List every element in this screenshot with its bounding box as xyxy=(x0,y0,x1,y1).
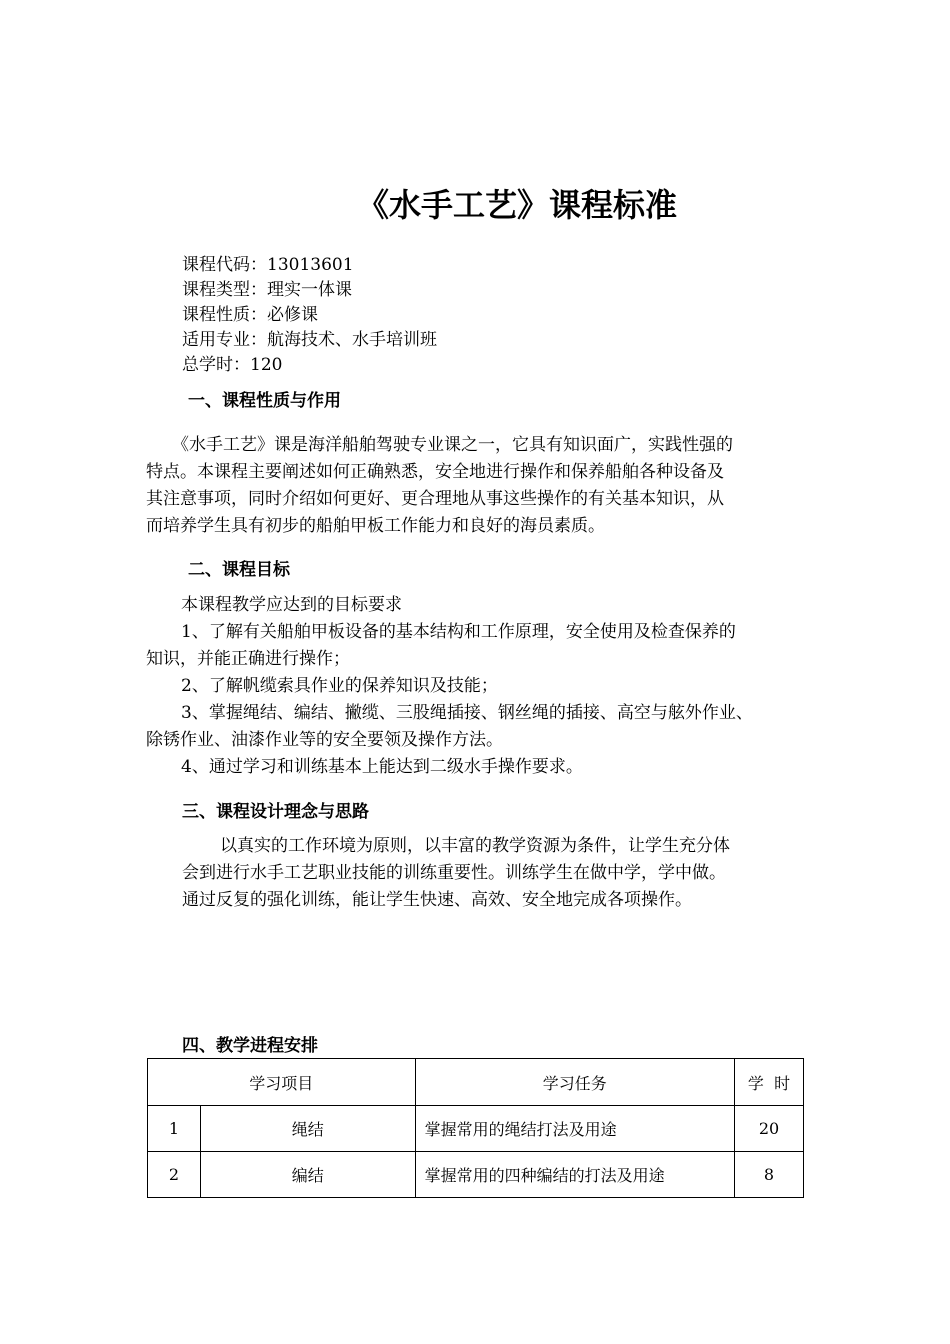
row-hours: 8 xyxy=(735,1152,804,1198)
section-2-body xyxy=(146,592,753,781)
section-3-heading: 三、课程设计理念与思路 xyxy=(182,802,369,822)
section-2-heading: 二、课程目标 xyxy=(188,560,290,580)
table-row xyxy=(148,1152,804,1198)
table-row xyxy=(148,1106,804,1152)
paragraph-line: 3、掌握绳结、编结、撇缆、三股绳插接、钢丝绳的插接、高空与舷外作业、 xyxy=(181,703,753,723)
paragraph-line: 2、了解帆缆索具作业的保养知识及技能； xyxy=(181,676,498,696)
meta-course-type: 课程类型：理实一体课 xyxy=(182,280,352,300)
paragraph-line: 本课程教学应达到的目标要求 xyxy=(181,595,402,615)
meta-course-code: 课程代码：13013601 xyxy=(182,255,354,275)
row-task: 掌握常用的绳结打法及用途 xyxy=(415,1106,734,1152)
teaching-plan-table xyxy=(147,1058,804,1198)
meta-course-nature: 课程性质：必修课 xyxy=(182,305,318,325)
row-item: 编结 xyxy=(200,1152,415,1198)
paragraph-line: 1、了解有关船舶甲板设备的基本结构和工作原理，安全使用及检查保养的 xyxy=(181,622,736,642)
header-study-task: 学习任务 xyxy=(415,1059,734,1106)
paragraph-line: 知识，并能正确进行操作； xyxy=(146,649,350,669)
paragraph-line: 4、通过学习和训练基本上能达到二级水手操作要求。 xyxy=(181,757,583,777)
row-hours: 20 xyxy=(735,1106,804,1152)
row-number: 2 xyxy=(148,1152,201,1198)
header-study-item: 学习项目 xyxy=(148,1059,416,1106)
row-task: 掌握常用的四种编结的打法及用途 xyxy=(415,1152,734,1198)
page-title: 《水手工艺》课程标准 xyxy=(356,186,677,224)
course-meta xyxy=(182,253,437,378)
paragraph-line: 特点。本课程主要阐述如何正确熟悉，安全地进行操作和保养船舶各种设备及 xyxy=(146,462,724,482)
paragraph-line: 通过反复的强化训练，能让学生快速、高效、安全地完成各项操作。 xyxy=(182,890,692,910)
section-3-body xyxy=(182,833,730,914)
meta-total-hours: 总学时：120 xyxy=(182,355,283,375)
paragraph-line: 以真实的工作环境为原则，以丰富的教学资源为条件，让学生充分体 xyxy=(220,836,730,856)
row-item: 绳结 xyxy=(200,1106,415,1152)
paragraph-line: 会到进行水手工艺职业技能的训练重要性。训练学生在做中学，学中做。 xyxy=(182,863,726,883)
paragraph-line: 而培养学生具有初步的船舶甲板工作能力和良好的海员素质。 xyxy=(146,516,605,536)
row-number: 1 xyxy=(148,1106,201,1152)
paragraph-line: 除锈作业、油漆作业等的安全要领及操作方法。 xyxy=(146,730,503,750)
header-hours: 学 时 xyxy=(735,1059,804,1106)
paragraph-line: 其注意事项，同时介绍如何更好、更合理地从事这些操作的有关基本知识，从 xyxy=(146,489,724,509)
section-1-body xyxy=(146,432,733,540)
section-1-heading: 一、课程性质与作用 xyxy=(188,391,341,411)
meta-applicable-majors: 适用专业：航海技术、水手培训班 xyxy=(182,330,437,350)
section-4-heading: 四、教学进程安排 xyxy=(182,1036,318,1056)
table-header-row xyxy=(148,1059,804,1106)
paragraph-line: 《水手工艺》课是海洋船舶驾驶专业课之一，它具有知识面广，实践性强的 xyxy=(172,435,733,455)
